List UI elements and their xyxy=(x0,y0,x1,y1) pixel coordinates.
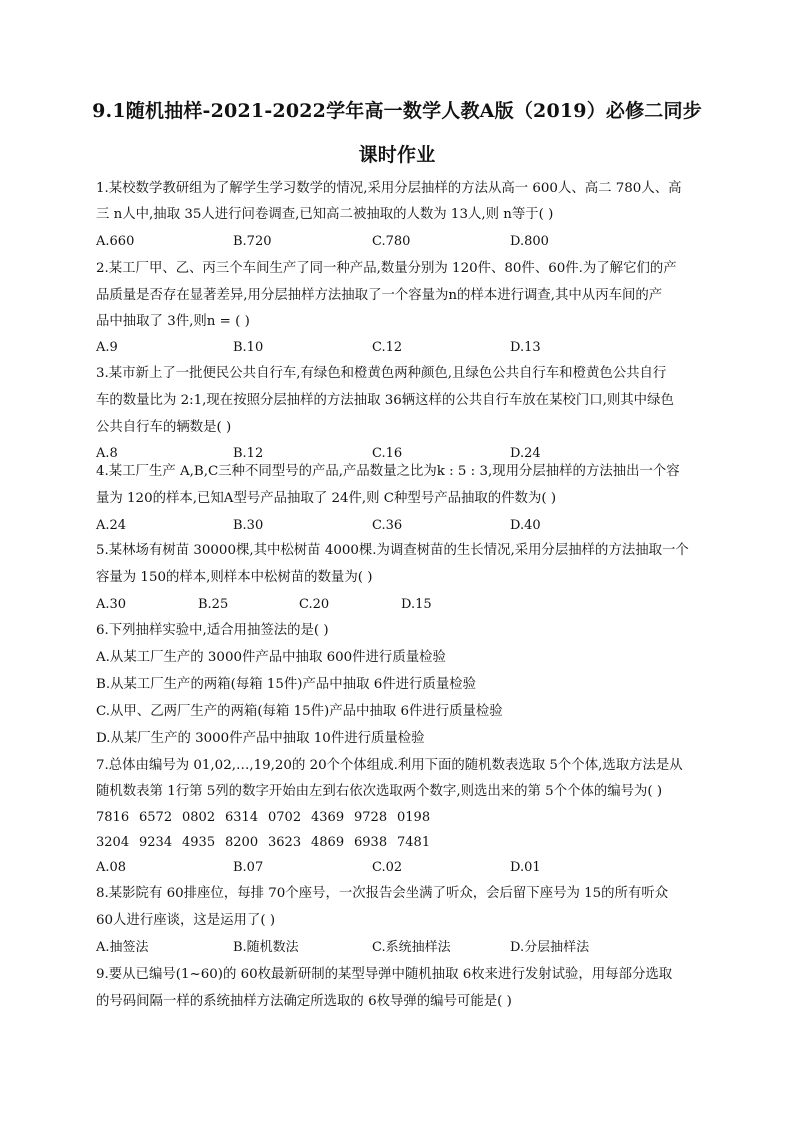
question-5-line-2: 容量为 150的样本,则样本中松树苗的数量为( ) xyxy=(96,570,373,585)
table-cell: 6938 xyxy=(354,835,388,850)
table-cell: 3623 xyxy=(268,835,302,850)
table-cell: 0198 xyxy=(397,810,431,825)
table-cell: 0802 xyxy=(182,810,216,825)
question-7-option-d: D.01 xyxy=(510,860,541,875)
question-5-option-b: B.25 xyxy=(198,597,229,612)
table-cell: 7816 xyxy=(96,810,130,825)
question-3-option-d: D.24 xyxy=(510,446,541,461)
question-1-line-2: 三 n人中,抽取 35人进行问卷调查,已知高二被抽取的人数为 13人,则 n等于( ) xyxy=(96,207,554,222)
table-cell: 6314 xyxy=(225,810,259,825)
question-9-line-1: 9.要从已编号(1~60)的 60枚最新研制的某型导弹中随机抽取 6枚来进行发射试验，用每部分选取 xyxy=(96,967,673,982)
question-4-option-d: D.40 xyxy=(510,518,541,533)
question-6-stem: 6.下列抽样实验中,适合用抽签法的是( ) xyxy=(96,623,329,638)
question-7-option-b: B.07 xyxy=(233,860,264,875)
table-cell: 6572 xyxy=(139,810,173,825)
table-cell: 8200 xyxy=(225,835,259,850)
question-6-option-c: C.从甲、乙两厂生产的两箱(每箱 15件)产品中抽取 6件进行质量检验 xyxy=(96,704,503,719)
question-3-line-1: 3.某市新上了一批便民公共自行车,有绿色和橙黄色两种颜色,且绿色公共自行车和橙黄色公共自行 xyxy=(96,366,667,381)
table-cell: 4869 xyxy=(311,835,345,850)
table-cell: 3204 xyxy=(96,835,130,850)
question-2-line-1: 2.某工厂甲、乙、丙三个车间生产了同一种产品,数量分别为 120件、80件、60件.为了解它们的产 xyxy=(96,261,677,276)
question-2-option-b: B.10 xyxy=(233,340,264,355)
page-subtitle: 课时作业 xyxy=(358,144,436,166)
question-3-option-c: C.16 xyxy=(372,446,403,461)
table-cell: 7481 xyxy=(397,835,431,850)
question-4-option-c: C.36 xyxy=(372,518,403,533)
question-1-line-1: 1.某校数学教研组为了解学生学习数学的情况,采用分层抽样的方法从高一 600人、高二 780人、高 xyxy=(96,181,682,196)
random-number-table-row-1 xyxy=(96,810,440,826)
table-cell: 0702 xyxy=(268,810,302,825)
question-5-option-a: A.30 xyxy=(96,597,127,612)
question-2-option-c: C.12 xyxy=(372,340,403,355)
question-8-option-d: D.分层抽样法 xyxy=(510,940,590,955)
question-4-option-a: A.24 xyxy=(96,518,127,533)
random-number-table-row-2 xyxy=(96,835,440,851)
question-8-option-c: C.系统抽样法 xyxy=(372,940,451,955)
question-2-option-a: A.9 xyxy=(96,340,118,355)
question-8-line-1: 8.某影院有 60排座位，每排 70个座号，一次报告会坐满了听众，会后留下座号为 15的所有听众 xyxy=(96,886,669,901)
question-5-line-1: 5.某林场有树苗 30000棵,其中松树苗 4000棵.为调查树苗的生长情况,采用分层抽样的方法抽取一个 xyxy=(96,543,689,558)
question-7-option-c: C.02 xyxy=(372,860,403,875)
question-4-line-2: 量为 120的样本,已知A型号产品抽取了 24件,则 C种型号产品抽取的件数为( ) xyxy=(96,491,557,506)
question-8-option-b: B.随机数法 xyxy=(233,940,299,955)
question-1-option-d: D.800 xyxy=(510,234,549,249)
question-7-option-a: A.08 xyxy=(96,860,127,875)
question-2-option-d: D.13 xyxy=(510,340,541,355)
page-title: 9.1随机抽样-2021-2022学年高一数学人教A版（2019）必修二同步 xyxy=(92,100,702,122)
question-5-option-d: D.15 xyxy=(401,597,432,612)
question-5-option-c: C.20 xyxy=(299,597,330,612)
table-cell: 9234 xyxy=(139,835,173,850)
question-3-option-b: B.12 xyxy=(233,446,264,461)
question-3-option-a: A.8 xyxy=(96,446,118,461)
question-6-option-a: A.从某工厂生产的 3000件产品中抽取 600件进行质量检验 xyxy=(96,650,446,665)
table-cell: 4369 xyxy=(311,810,345,825)
table-cell: 9728 xyxy=(354,810,388,825)
table-cell: 4935 xyxy=(182,835,216,850)
question-7-line-2: 随机数表第 1行第 5列的数字开始由左到右依次选取两个数字,则选出来的第 5个个体的编号为( ) xyxy=(96,784,663,799)
question-2-line-2: 品质量是否存在显著差异,用分层抽样方法抽取了一个容量为n的样本进行调查,其中从丙车间的产 xyxy=(96,288,663,303)
question-3-line-2: 车的数量比为 2:1,现在按照分层抽样的方法抽取 36辆这样的公共自行车放在某校门口,则其中绿色 xyxy=(96,393,674,408)
question-6-option-d: D.从某厂生产的 3000件产品中抽取 10件进行质量检验 xyxy=(96,731,425,746)
question-8-option-a: A.抽签法 xyxy=(96,940,149,955)
question-7-line-1: 7.总体由编号为 01,02,…,19,20的 20个个体组成.利用下面的随机数表选取 5个个体,选取方法是从 xyxy=(96,758,683,773)
question-8-line-2: 60人进行座谈，这是运用了( ) xyxy=(96,913,276,928)
question-3-line-3: 公共自行车的辆数是( ) xyxy=(96,420,232,435)
question-1-option-c: C.780 xyxy=(372,234,411,249)
question-2-line-3: 品中抽取了 3件,则n = ( ) xyxy=(96,314,250,329)
question-9-line-2: 的号码间隔一样的系统抽样方法确定所选取的 6枚导弹的编号可能是( ) xyxy=(96,994,512,1009)
question-4-option-b: B.30 xyxy=(233,518,264,533)
question-4-line-1: 4.某工厂生产 A,B,C三种不同型号的产品,产品数量之比为k : 5 : 3,现用分层抽样的方法抽出一个容 xyxy=(96,464,680,479)
question-1-option-b: B.720 xyxy=(233,234,272,249)
question-1-option-a: A.660 xyxy=(96,234,135,249)
question-6-option-b: B.从某工厂生产的两箱(每箱 15件)产品中抽取 6件进行质量检验 xyxy=(96,677,476,692)
